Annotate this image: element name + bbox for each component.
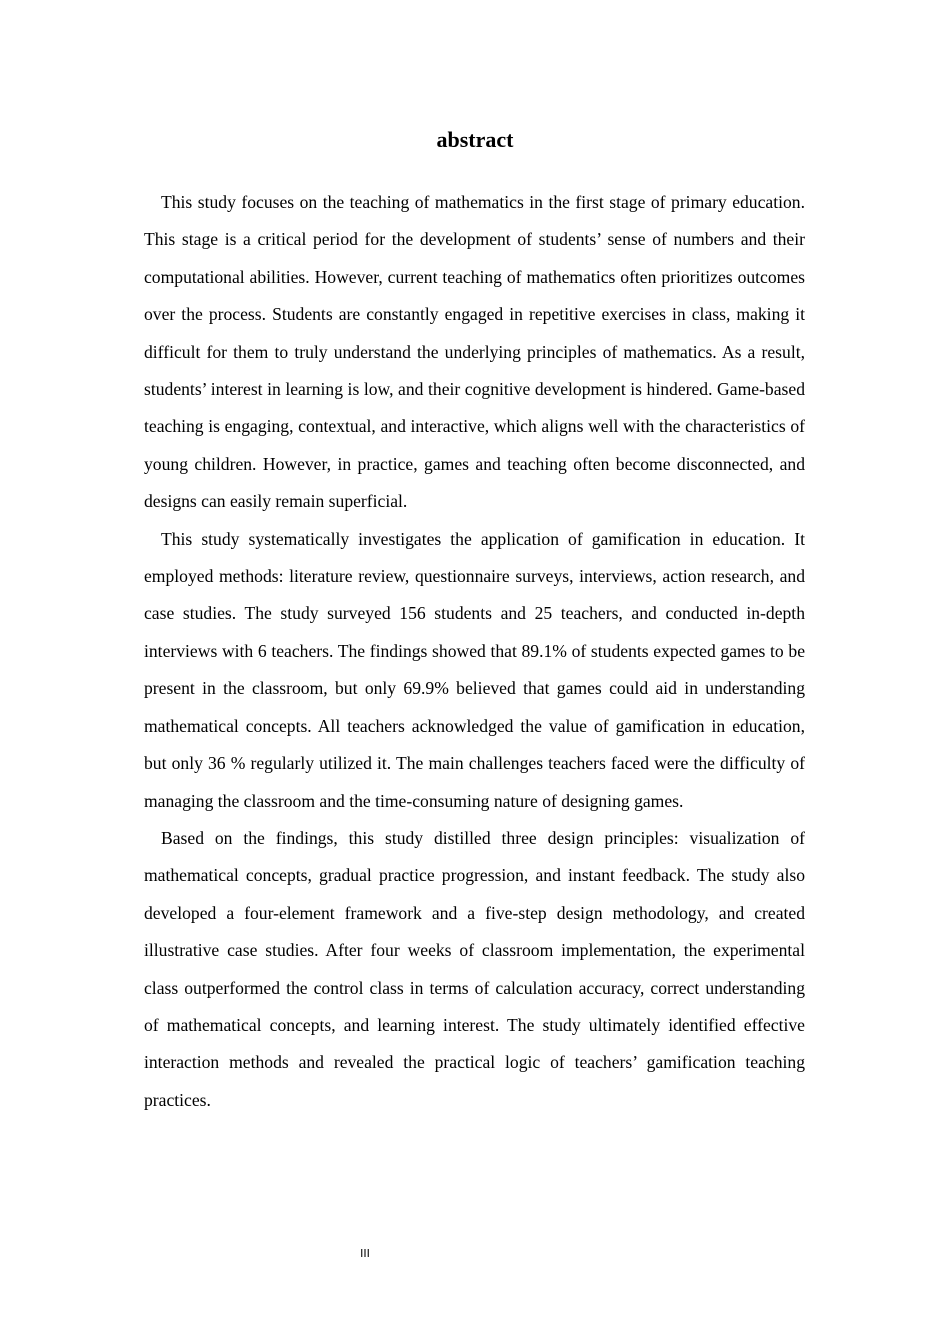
abstract-body (144, 184, 805, 1119)
page-title: abstract (436, 127, 514, 152)
paragraph-1: This study focuses on the teaching of mathematics in the first stage of primary education. This stage is a critical period for the development of students’ sense of numbers and their computational abilities. However, current teaching of mathematics often prioritizes outcomes over the process. Students are constantly engaged in repetitive exercises in class, making it difficult for them to truly understand the underlying principles of mathematics. As a result, students’ interest in learning is low, and their cognitive development is hindered. Game-based teaching is engaging, contextual, and interactive, which aligns well with the characteristics of young children. However, in practice, games and teaching often become disconnected, and designs can easily remain superficial. (144, 192, 805, 512)
paragraph-2: This study systematically investigates the application of gamification in education. It employed methods: literature review, questionnaire surveys, interviews, action research, and case studies. The study surveyed 156 students and 25 teachers, and conducted in-depth interviews with 6 teachers. The findings showed that 89.1% of students expected games to be present in the classroom, but only 69.9% believed that games could aid in understanding mathematical concepts. All teachers acknowledged the value of gamification in education, but only 36 % regularly utilized it. The main challenges teachers faced were the difficulty of managing the classroom and the time-consuming nature of designing games. (144, 528, 805, 811)
page-number: III (360, 1247, 370, 1260)
paragraph-3: Based on the findings, this study distilled three design principles: visualization of mathematical concepts, gradual practice progression, and instant feedback. The study also developed a four-element framework and a five-step design methodology, and created illustrative case studies. After four weeks of classroom implementation, the experimental class outperformed the control class in terms of calculation accuracy, correct understanding of mathematical concepts, and learning interest. The study ultimately identified effective interaction methods and revealed the practical logic of teachers’ gamification teaching practices. (144, 827, 805, 1110)
